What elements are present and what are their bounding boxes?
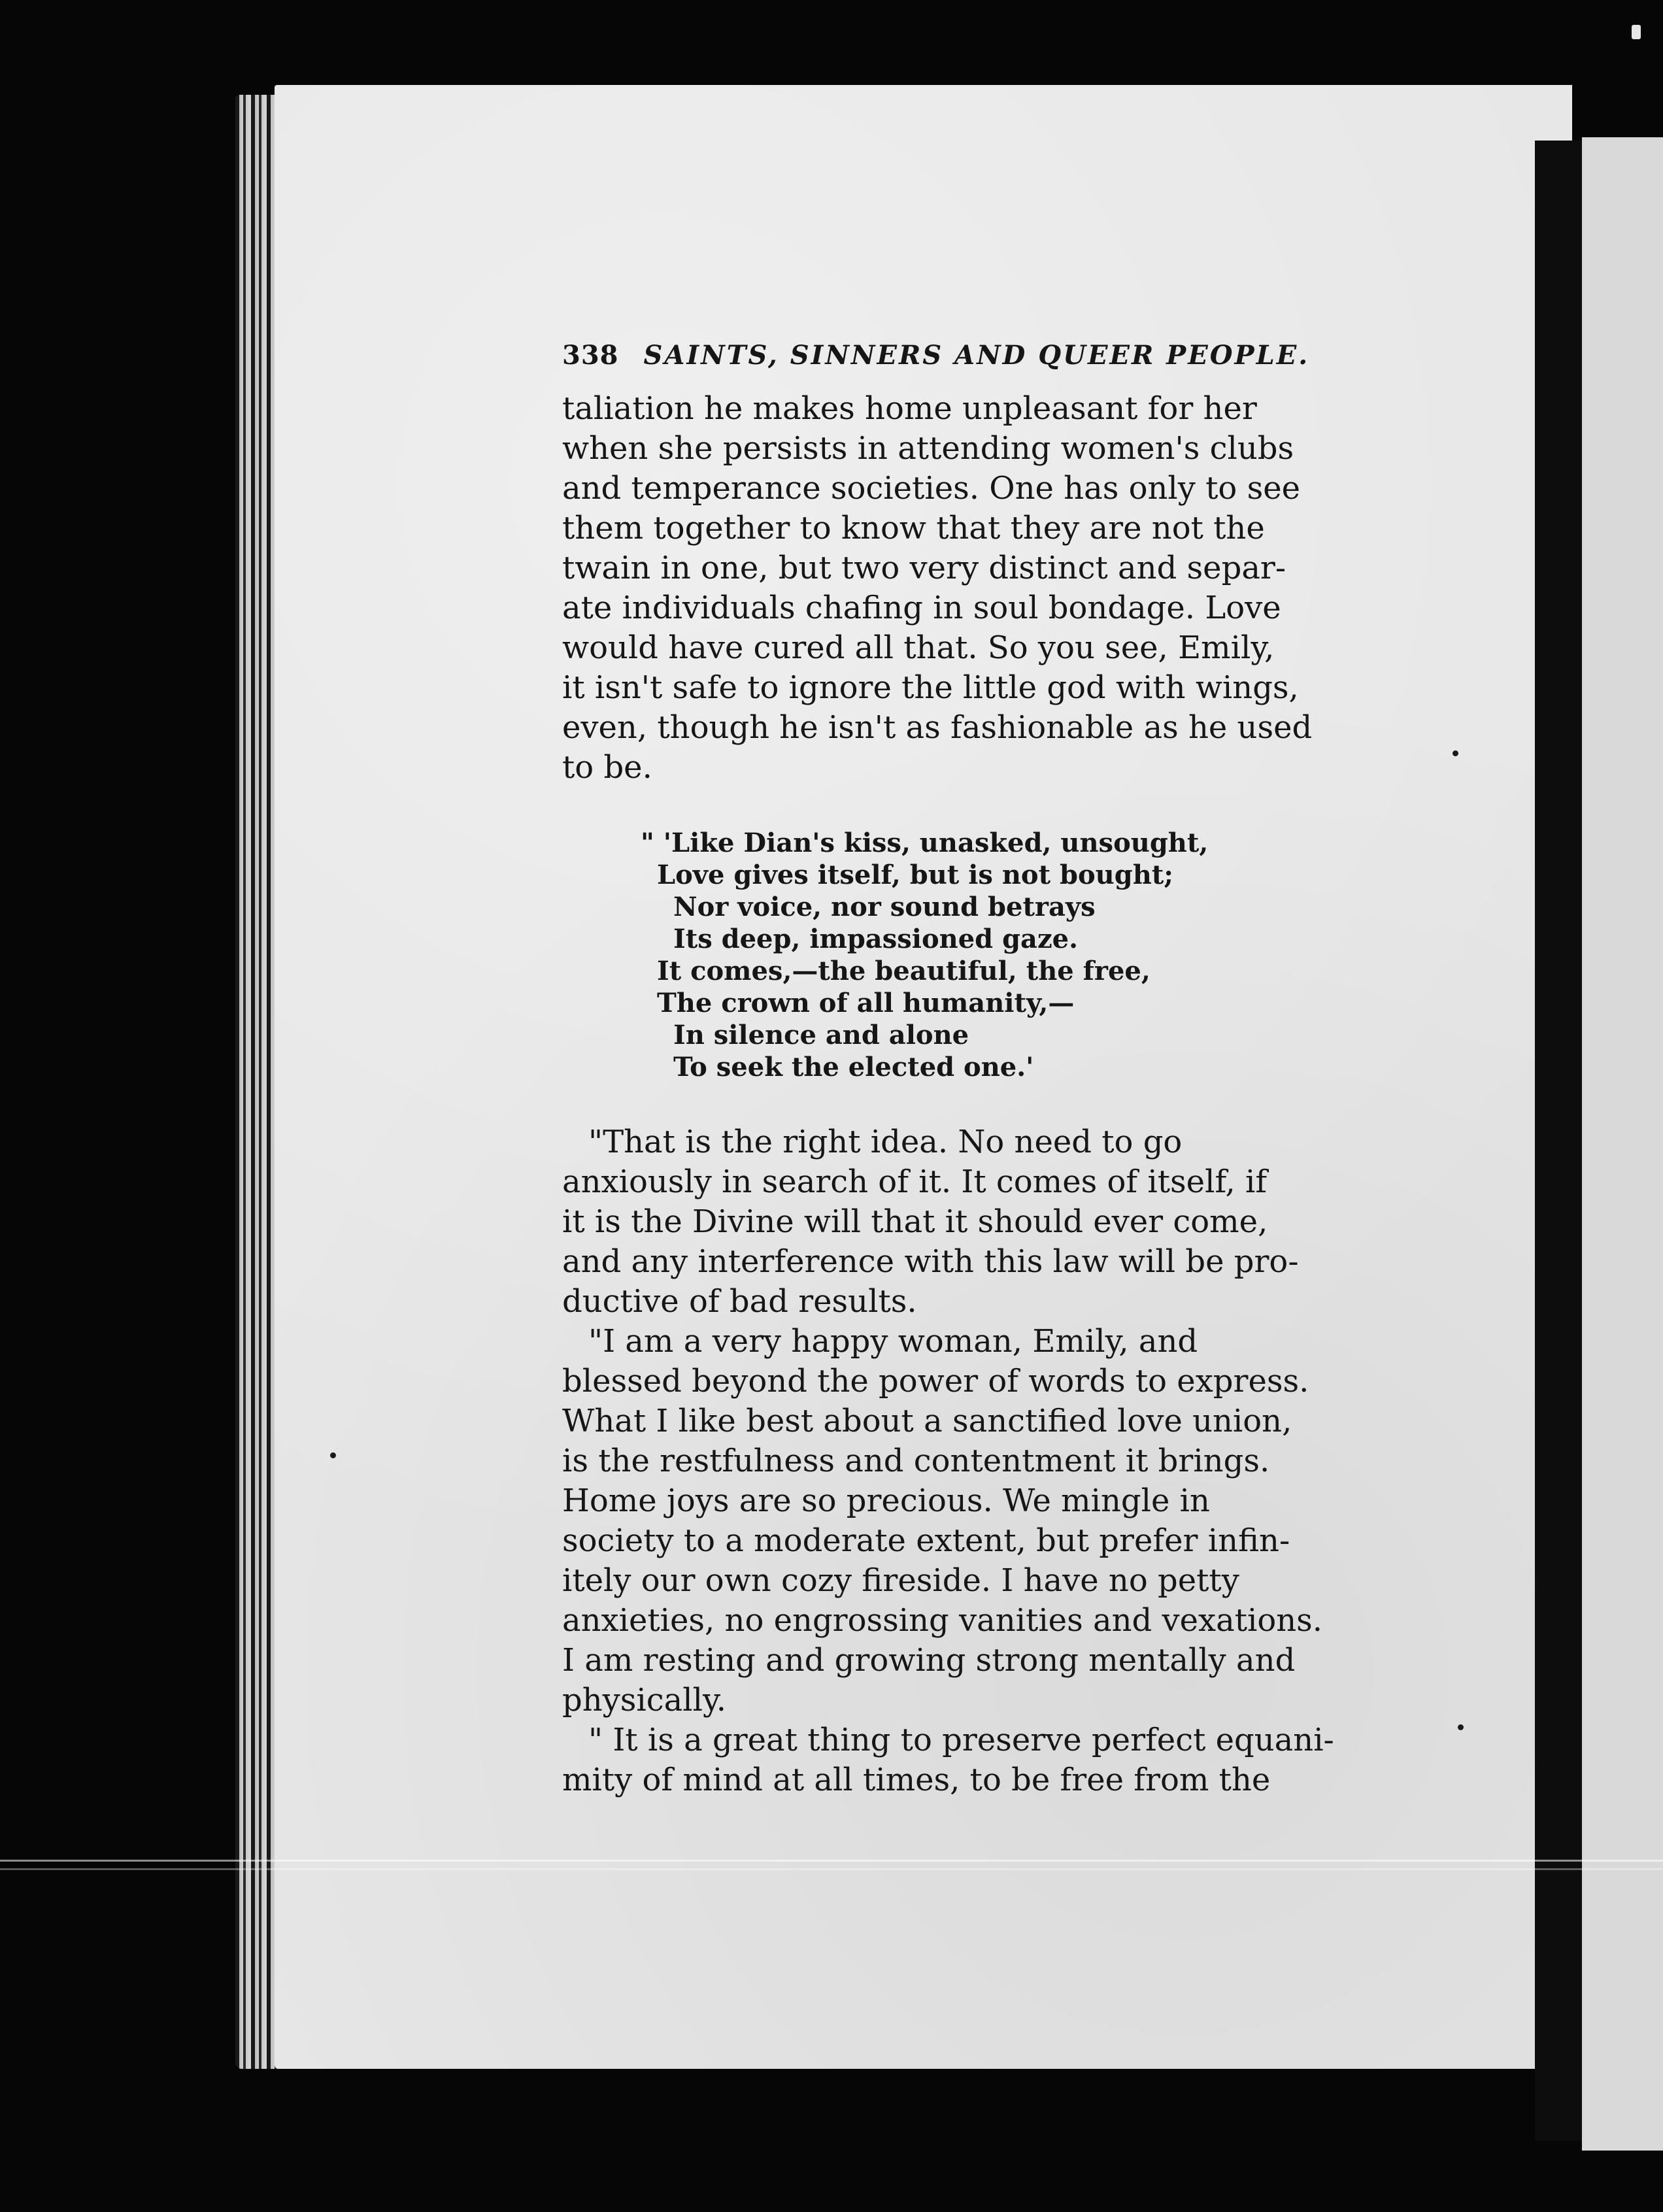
verse-line: Its deep, impassioned gaze.: [673, 924, 1079, 954]
ink-speck: [330, 1452, 336, 1458]
paragraph: [562, 1720, 1386, 1800]
text-line: it isn't safe to ignore the little god with wings,: [562, 669, 1299, 706]
text-line: What I like best about a sanctified love union,: [562, 1403, 1292, 1439]
text-line: physically.: [562, 1682, 726, 1718]
text-line: and any interference with this law will be pro-: [562, 1243, 1299, 1280]
text-line: twain in one, but two very distinct and separ-: [562, 550, 1286, 586]
verse-quotation: [641, 827, 1386, 1083]
text-line: itely our own cozy fireside. I have no petty: [562, 1562, 1239, 1599]
text-line: to be.: [562, 749, 652, 786]
verse-line: " 'Like Dian's kiss, unasked, unsought,: [641, 828, 1209, 858]
verse-line: To seek the elected one.': [673, 1052, 1034, 1082]
text-line: mity of mind at all times, to be free from the: [562, 1762, 1271, 1798]
text-line: even, though he isn't as fashionable as he used: [562, 709, 1313, 746]
gutter-shadow: [1535, 141, 1582, 2141]
text-line: "I am a very happy woman, Emily, and: [588, 1323, 1198, 1360]
paragraph: [562, 389, 1386, 788]
text-line: ductive of bad results.: [562, 1283, 917, 1320]
text-line: is the restfulness and contentment it brings.: [562, 1443, 1270, 1479]
text-line: society to a moderate extent, but prefer infin-: [562, 1522, 1290, 1559]
text-line: would have cured all that. So you see, Emily,: [562, 629, 1275, 666]
verse-line: Nor voice, nor sound betrays: [673, 892, 1096, 922]
verse-line: Love gives itself, but is not bought;: [657, 860, 1174, 890]
text-line: anxiously in search of it. It comes of itself, if: [562, 1164, 1268, 1200]
text-line: and temperance societies. One has only to see: [562, 470, 1301, 507]
paragraph: [562, 1322, 1386, 1720]
ink-speck: [1453, 750, 1458, 756]
ink-speck: [1458, 1724, 1464, 1730]
facing-page-edge: [1582, 137, 1663, 2151]
text-line: " It is a great thing to preserve perfect equani-: [588, 1722, 1334, 1758]
text-line: taliation he makes home unpleasant for her: [562, 390, 1257, 427]
text-line: anxieties, no engrossing vanities and vexations.: [562, 1602, 1323, 1639]
scan-artifact-line: [0, 1868, 1663, 1870]
paragraph: [562, 1122, 1386, 1322]
page-number: 338: [562, 340, 619, 371]
corner-mark: [1632, 25, 1641, 39]
verse-line: The crown of all humanity,—: [657, 988, 1075, 1018]
text-line: ate individuals chafing in soul bondage. Love: [562, 590, 1281, 626]
verse-line: It comes,—the beautiful, the free,: [657, 956, 1151, 986]
verse-line: In silence and alone: [673, 1020, 969, 1050]
text-line: blessed beyond the power of words to express.: [562, 1363, 1309, 1399]
scan-artifact-line: [0, 1860, 1663, 1862]
text-line: Home joys are so precious. We mingle in: [562, 1483, 1210, 1519]
running-title: SAINTS, SINNERS AND QUEER PEOPLE.: [643, 340, 1310, 371]
text-line: them together to know that they are not the: [562, 510, 1265, 546]
text-line: when she persists in attending women's clubs: [562, 430, 1294, 467]
text-line: it is the Divine will that it should ever come,: [562, 1203, 1268, 1240]
page-text: [562, 340, 1386, 1800]
text-line: "That is the right idea. No need to go: [588, 1124, 1183, 1160]
text-line: I am resting and growing strong mentally and: [562, 1642, 1296, 1679]
running-head: [562, 340, 1386, 371]
